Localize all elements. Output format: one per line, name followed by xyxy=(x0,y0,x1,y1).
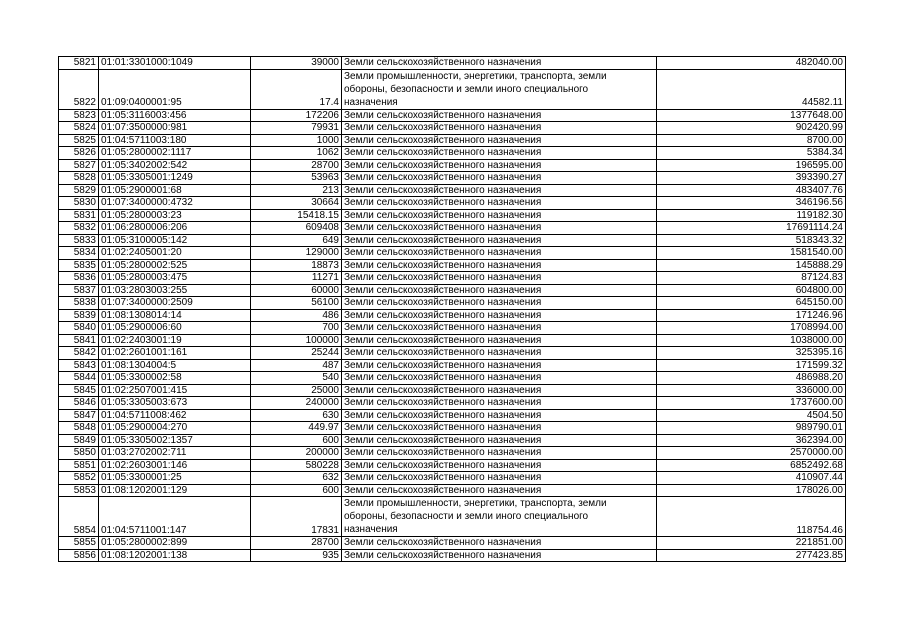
land-category-line: Земли сельскохозяйственного назначения xyxy=(344,422,542,433)
table-row xyxy=(59,334,846,347)
land-category-cell xyxy=(342,372,657,385)
land-category-line: Земли сельскохозяйственного назначения xyxy=(344,184,542,196)
land-category-line: Земли сельскохозяйственного назначения xyxy=(344,484,542,496)
table-row xyxy=(59,172,846,185)
area-cell: 15418.15 xyxy=(251,209,342,222)
cadastral-value-cell: 902420.99 xyxy=(657,122,846,135)
table-row xyxy=(59,409,846,422)
land-category-cell xyxy=(342,409,657,422)
land-category-cell xyxy=(342,322,657,335)
area-cell: 30664 xyxy=(251,197,342,210)
area-cell: 609408 xyxy=(251,222,342,235)
row-number-cell: 5840 xyxy=(59,322,99,335)
cadastral-value-cell: 196595.00 xyxy=(657,159,846,172)
cadastral-number-cell: 01:04:5711003:180 xyxy=(99,134,251,147)
cadastral-value-cell: 87124.83 xyxy=(657,272,846,285)
area-cell: 200000 xyxy=(251,447,342,460)
cadastral-number-cell: 01:05:3402002:542 xyxy=(99,159,251,172)
area-cell: 487 xyxy=(251,359,342,372)
land-category-cell xyxy=(342,272,657,285)
row-number-cell: 5831 xyxy=(59,209,99,222)
cadastral-value-cell: 277423.85 xyxy=(657,549,846,562)
land-category-line: Земли сельскохозяйственного назначения xyxy=(344,234,542,246)
land-category-line: Земли сельскохозяйственного назначения xyxy=(344,359,542,371)
table-row xyxy=(59,69,846,109)
cadastral-number-cell: 01:03:2702002:711 xyxy=(99,447,251,460)
table-row xyxy=(59,384,846,397)
cadastral-value-cell: 486988.20 xyxy=(657,372,846,385)
land-category-line: Земли сельскохозяйственного назначения xyxy=(344,472,542,483)
land-category-cell xyxy=(342,484,657,497)
area-cell: 60000 xyxy=(251,284,342,297)
land-category-line: Земли сельскохозяйственного назначения xyxy=(344,322,542,333)
area-cell: 18873 xyxy=(251,259,342,272)
land-category-cell xyxy=(342,209,657,222)
row-number-cell: 5846 xyxy=(59,397,99,410)
table-row xyxy=(59,347,846,360)
cadastral-number-cell: 01:05:3100005:142 xyxy=(99,234,251,247)
row-number-cell: 5821 xyxy=(59,57,99,70)
cadastral-value-cell: 483407.76 xyxy=(657,184,846,197)
area-cell: 486 xyxy=(251,309,342,322)
area-cell: 213 xyxy=(251,184,342,197)
land-category-cell xyxy=(342,69,657,109)
cadastral-value-cell: 1708994.00 xyxy=(657,322,846,335)
row-number-cell: 5841 xyxy=(59,334,99,347)
row-number-cell: 5826 xyxy=(59,147,99,160)
area-cell: 632 xyxy=(251,472,342,485)
cadastral-number-cell: 01:03:2803003:255 xyxy=(99,284,251,297)
cadastral-number-cell: 01:05:2800002:525 xyxy=(99,259,251,272)
table-row xyxy=(59,247,846,260)
cadastral-number-cell: 01:09:0400001:95 xyxy=(99,69,251,109)
land-category-line: назначения xyxy=(344,524,398,535)
row-number-cell: 5856 xyxy=(59,549,99,562)
cadastral-number-cell: 01:05:2800003:475 xyxy=(99,272,251,285)
land-category-line: Земли сельскохозяйственного назначения xyxy=(344,222,542,233)
table-row xyxy=(59,272,846,285)
row-number-cell: 5847 xyxy=(59,409,99,422)
row-number-cell: 5832 xyxy=(59,222,99,235)
area-cell: 240000 xyxy=(251,397,342,410)
table-row xyxy=(59,459,846,472)
land-category-line: Земли сельскохозяйственного назначения xyxy=(344,537,542,548)
area-cell: 172206 xyxy=(251,109,342,122)
land-category-line: Земли сельскохозяйственного назначения xyxy=(344,147,542,158)
cadastral-number-cell: 01:08:1202001:129 xyxy=(99,484,251,497)
area-cell: 17831 xyxy=(251,497,342,537)
table-row xyxy=(59,259,846,272)
cadastral-number-cell: 01:05:2900006:60 xyxy=(99,322,251,335)
land-category-cell xyxy=(342,297,657,310)
cadastral-number-cell: 01:02:2601001:161 xyxy=(99,347,251,360)
table-row xyxy=(59,234,846,247)
cadastral-number-cell: 01:02:2405001:20 xyxy=(99,247,251,260)
land-category-cell xyxy=(342,197,657,210)
cadastral-number-cell: 01:05:2900004:270 xyxy=(99,422,251,435)
cadastral-number-cell: 01:07:3400000:2509 xyxy=(99,297,251,310)
table-row xyxy=(59,497,846,537)
cadastral-value-cell: 8700.00 xyxy=(657,134,846,147)
land-registry-table xyxy=(58,56,846,562)
cadastral-number-cell: 01:05:3305001:1249 xyxy=(99,172,251,185)
row-number-cell: 5845 xyxy=(59,384,99,397)
table-row xyxy=(59,359,846,372)
land-category-line: Земли сельскохозяйственного назначения xyxy=(344,284,542,296)
land-category-line: обороны, безопасности и земли иного специального xyxy=(344,83,589,95)
table-row xyxy=(59,309,846,322)
cadastral-number-cell: 01:04:5711008:462 xyxy=(99,409,251,422)
cadastral-number-cell: 01:05:3305003:673 xyxy=(99,397,251,410)
cadastral-value-cell: 17691114.24 xyxy=(657,222,846,235)
table-row xyxy=(59,472,846,485)
row-number-cell: 5839 xyxy=(59,309,99,322)
row-number-cell: 5837 xyxy=(59,284,99,297)
land-category-cell xyxy=(342,222,657,235)
row-number-cell: 5833 xyxy=(59,234,99,247)
cadastral-value-cell: 362394.00 xyxy=(657,434,846,447)
land-category-cell xyxy=(342,172,657,185)
table-row xyxy=(59,322,846,335)
row-number-cell: 5827 xyxy=(59,159,99,172)
row-number-cell: 5823 xyxy=(59,109,99,122)
cadastral-number-cell: 01:04:5711001:147 xyxy=(99,497,251,537)
row-number-cell: 5842 xyxy=(59,347,99,360)
row-number-cell: 5854 xyxy=(59,497,99,537)
table-row xyxy=(59,537,846,550)
cadastral-number-cell: 01:02:2603001:146 xyxy=(99,459,251,472)
cadastral-value-cell: 171599.32 xyxy=(657,359,846,372)
land-category-line: Земли сельскохозяйственного назначения xyxy=(344,247,542,258)
area-cell: 649 xyxy=(251,234,342,247)
row-number-cell: 5836 xyxy=(59,272,99,285)
land-category-line: Земли сельскохозяйственного назначения xyxy=(344,122,542,133)
cadastral-value-cell: 44582.11 xyxy=(657,69,846,109)
cadastral-value-cell: 178026.00 xyxy=(657,484,846,497)
table-row xyxy=(59,422,846,435)
area-cell: 56100 xyxy=(251,297,342,310)
row-number-cell: 5830 xyxy=(59,197,99,210)
cadastral-number-cell: 01:08:1202001:138 xyxy=(99,549,251,562)
area-cell: 53963 xyxy=(251,172,342,185)
cadastral-number-cell: 01:05:2800002:1117 xyxy=(99,147,251,160)
cadastral-number-cell: 01:05:3300002:58 xyxy=(99,372,251,385)
cadastral-number-cell: 01:07:3400000:4732 xyxy=(99,197,251,210)
row-number-cell: 5852 xyxy=(59,472,99,485)
cadastral-value-cell: 119182.30 xyxy=(657,209,846,222)
land-category-line: Земли сельскохозяйственного назначения xyxy=(344,272,542,283)
land-category-cell xyxy=(342,57,657,70)
table-row xyxy=(59,159,846,172)
land-category-line: Земли промышленности, энергетики, транспорта, земли xyxy=(344,70,607,82)
land-category-cell xyxy=(342,134,657,147)
area-cell: 100000 xyxy=(251,334,342,347)
land-category-line: Земли сельскохозяйственного назначения xyxy=(344,309,542,321)
area-cell: 11271 xyxy=(251,272,342,285)
table-body xyxy=(59,57,846,562)
area-cell: 700 xyxy=(251,322,342,335)
cadastral-value-cell: 118754.46 xyxy=(657,497,846,537)
land-category-line: Земли сельскохозяйственного назначения xyxy=(344,334,542,346)
row-number-cell: 5828 xyxy=(59,172,99,185)
table-row xyxy=(59,447,846,460)
cadastral-number-cell: 01:08:1308014:14 xyxy=(99,309,251,322)
cadastral-number-cell: 01:06:2800006:206 xyxy=(99,222,251,235)
land-category-line: Земли сельскохозяйственного назначения xyxy=(344,397,542,408)
land-category-line: Земли сельскохозяйственного назначения xyxy=(344,297,542,308)
area-cell: 39000 xyxy=(251,57,342,70)
row-number-cell: 5822 xyxy=(59,69,99,109)
land-category-line: обороны, безопасности и земли иного специального xyxy=(344,511,589,522)
cadastral-value-cell: 1038000.00 xyxy=(657,334,846,347)
area-cell: 25000 xyxy=(251,384,342,397)
cadastral-value-cell: 171246.96 xyxy=(657,309,846,322)
land-category-cell xyxy=(342,284,657,297)
row-number-cell: 5843 xyxy=(59,359,99,372)
land-category-cell xyxy=(342,497,657,537)
land-category-line: Земли сельскохозяйственного назначения xyxy=(344,372,542,383)
land-category-cell xyxy=(342,537,657,550)
cadastral-value-cell: 1737600.00 xyxy=(657,397,846,410)
land-category-cell xyxy=(342,447,657,460)
land-category-cell xyxy=(342,309,657,322)
area-cell: 600 xyxy=(251,434,342,447)
land-category-line: Земли промышленности, энергетики, транспорта, земли xyxy=(344,498,607,509)
land-category-cell xyxy=(342,247,657,260)
land-category-cell xyxy=(342,434,657,447)
land-category-cell xyxy=(342,549,657,562)
land-category-cell xyxy=(342,347,657,360)
cadastral-number-cell: 01:05:3300001:25 xyxy=(99,472,251,485)
row-number-cell: 5824 xyxy=(59,122,99,135)
cadastral-value-cell: 346196.56 xyxy=(657,197,846,210)
land-category-line: Земли сельскохозяйственного назначения xyxy=(344,447,542,458)
land-category-line: Земли сельскохозяйственного назначения xyxy=(344,109,542,121)
land-category-line: Земли сельскохозяйственного назначения xyxy=(344,57,542,68)
land-category-cell xyxy=(342,259,657,272)
table-row xyxy=(59,297,846,310)
cadastral-number-cell: 01:05:2800003:23 xyxy=(99,209,251,222)
land-category-cell xyxy=(342,384,657,397)
area-cell: 28700 xyxy=(251,159,342,172)
table-row xyxy=(59,147,846,160)
land-category-line: Земли сельскохозяйственного назначения xyxy=(344,159,542,171)
cadastral-value-cell: 6852492.68 xyxy=(657,459,846,472)
cadastral-number-cell: 01:02:2507001:415 xyxy=(99,384,251,397)
cadastral-number-cell: 01:05:3305002:1357 xyxy=(99,434,251,447)
area-cell: 129000 xyxy=(251,247,342,260)
row-number-cell: 5835 xyxy=(59,259,99,272)
cadastral-value-cell: 393390.27 xyxy=(657,172,846,185)
land-category-line: Земли сельскохозяйственного назначения xyxy=(344,549,542,561)
row-number-cell: 5829 xyxy=(59,184,99,197)
land-category-cell xyxy=(342,422,657,435)
land-category-line: Земли сельскохозяйственного назначения xyxy=(344,134,542,146)
cadastral-number-cell: 01:05:3116003:456 xyxy=(99,109,251,122)
land-category-line: Земли сельскохозяйственного назначения xyxy=(344,172,542,183)
row-number-cell: 5853 xyxy=(59,484,99,497)
land-category-line: Земли сельскохозяйственного назначения xyxy=(344,384,542,396)
area-cell: 25244 xyxy=(251,347,342,360)
land-category-cell xyxy=(342,459,657,472)
cadastral-value-cell: 145888.29 xyxy=(657,259,846,272)
table-row xyxy=(59,222,846,235)
land-category-line: назначения xyxy=(344,96,398,108)
area-cell: 79931 xyxy=(251,122,342,135)
cadastral-value-cell: 518343.32 xyxy=(657,234,846,247)
row-number-cell: 5844 xyxy=(59,372,99,385)
area-cell: 935 xyxy=(251,549,342,562)
table-row xyxy=(59,434,846,447)
area-cell: 449.97 xyxy=(251,422,342,435)
table-row xyxy=(59,549,846,562)
row-number-cell: 5850 xyxy=(59,447,99,460)
land-category-cell xyxy=(342,122,657,135)
cadastral-value-cell: 5384.34 xyxy=(657,147,846,160)
cadastral-number-cell: 01:01:3301000:1049 xyxy=(99,57,251,70)
row-number-cell: 5849 xyxy=(59,434,99,447)
cadastral-value-cell: 4504.50 xyxy=(657,409,846,422)
cadastral-number-cell: 01:05:2900001:68 xyxy=(99,184,251,197)
cadastral-value-cell: 482040.00 xyxy=(657,57,846,70)
land-category-line: Земли сельскохозяйственного назначения xyxy=(344,409,542,421)
land-category-cell xyxy=(342,472,657,485)
land-category-line: Земли сельскохозяйственного назначения xyxy=(344,347,542,358)
area-cell: 580228 xyxy=(251,459,342,472)
area-cell: 17.4 xyxy=(251,69,342,109)
row-number-cell: 5848 xyxy=(59,422,99,435)
cadastral-value-cell: 336000.00 xyxy=(657,384,846,397)
table-row xyxy=(59,284,846,297)
cadastral-number-cell: 01:02:2403001:19 xyxy=(99,334,251,347)
table-row xyxy=(59,109,846,122)
table-row xyxy=(59,57,846,70)
area-cell: 1062 xyxy=(251,147,342,160)
land-category-cell xyxy=(342,184,657,197)
land-category-line: Земли сельскохозяйственного назначения xyxy=(344,459,542,471)
table-row xyxy=(59,184,846,197)
land-category-cell xyxy=(342,147,657,160)
cadastral-value-cell: 989790.01 xyxy=(657,422,846,435)
land-category-line: Земли сельскохозяйственного назначения xyxy=(344,434,542,446)
area-cell: 28700 xyxy=(251,537,342,550)
cadastral-number-cell: 01:08:1304004:5 xyxy=(99,359,251,372)
land-category-cell xyxy=(342,109,657,122)
cadastral-value-cell: 325395.16 xyxy=(657,347,846,360)
area-cell: 540 xyxy=(251,372,342,385)
table-row xyxy=(59,484,846,497)
table-row xyxy=(59,372,846,385)
cadastral-value-cell: 2570000.00 xyxy=(657,447,846,460)
row-number-cell: 5825 xyxy=(59,134,99,147)
area-cell: 600 xyxy=(251,484,342,497)
area-cell: 630 xyxy=(251,409,342,422)
land-category-cell xyxy=(342,397,657,410)
table-row xyxy=(59,197,846,210)
land-category-cell xyxy=(342,159,657,172)
row-number-cell: 5834 xyxy=(59,247,99,260)
cadastral-value-cell: 221851.00 xyxy=(657,537,846,550)
cadastral-value-cell: 410907.44 xyxy=(657,472,846,485)
land-category-cell xyxy=(342,234,657,247)
row-number-cell: 5838 xyxy=(59,297,99,310)
cadastral-value-cell: 604800.00 xyxy=(657,284,846,297)
cadastral-value-cell: 1581540.00 xyxy=(657,247,846,260)
cadastral-value-cell: 645150.00 xyxy=(657,297,846,310)
table-row xyxy=(59,122,846,135)
cadastral-number-cell: 01:07:3500000:981 xyxy=(99,122,251,135)
land-category-line: Земли сельскохозяйственного назначения xyxy=(344,259,542,271)
table-row xyxy=(59,134,846,147)
table-row xyxy=(59,209,846,222)
land-category-line: Земли сельскохозяйственного назначения xyxy=(344,197,542,208)
land-category-cell xyxy=(342,359,657,372)
row-number-cell: 5855 xyxy=(59,537,99,550)
row-number-cell: 5851 xyxy=(59,459,99,472)
land-category-line: Земли сельскохозяйственного назначения xyxy=(344,209,542,221)
land-category-cell xyxy=(342,334,657,347)
cadastral-number-cell: 01:05:2800002:899 xyxy=(99,537,251,550)
area-cell: 1000 xyxy=(251,134,342,147)
cadastral-value-cell: 1377648.00 xyxy=(657,109,846,122)
table-row xyxy=(59,397,846,410)
